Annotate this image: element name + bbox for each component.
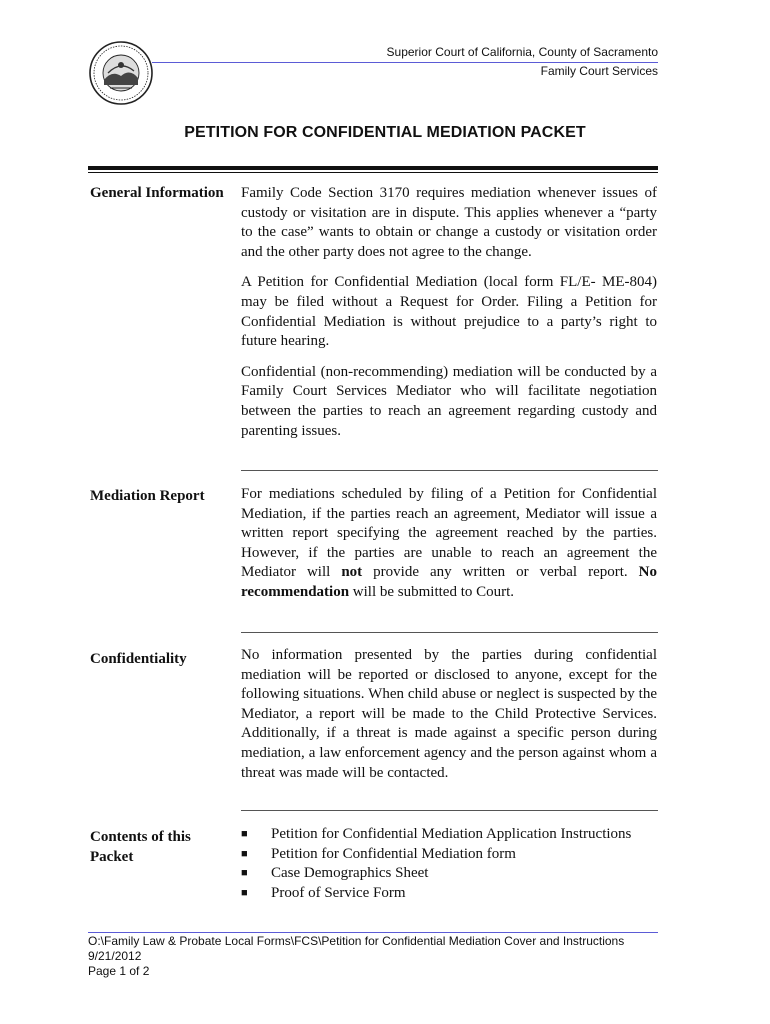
list-item [241,845,657,865]
section-divider [241,632,658,633]
section-body-contents [241,825,657,903]
general-paragraph: A Petition for Confidential Mediation (local form FL/E- ME-804) may be filed without a Request for Order. Filing a Petition for Confidential Mediation is without prejudice to a party’s right to future hearing. [241,274,657,350]
report-text: provide any written or verbal report. [362,564,639,581]
no-recommendation-emphasis: No recommendation [241,564,657,600]
footer-page-number: Page 1 of 2 [88,964,150,978]
court-name: Superior Court of California, County of Sacramento [386,45,658,59]
document-title: PETITION FOR CONFIDENTIAL MEDIATION PACKET [184,124,586,141]
section-body-mediation-report [241,485,657,614]
list-item [241,884,657,904]
bullet-icon: ■ [241,886,248,899]
report-not-emphasis: not [341,564,363,581]
header-divider [152,62,658,63]
section-divider [241,810,658,811]
title-divider-thick [88,166,658,170]
footer-divider [88,932,658,933]
section-label-mediation-report: Mediation Report [90,488,205,504]
list-item [241,825,657,845]
general-paragraph: Confidential (non-recommending) mediation will be conducted by a Family Court Services Mediator who will facilitate negotiation between the parties to reach an agreement regarding custody and parenting issues. [241,363,657,439]
section-label-confidentiality: Confidentiality [90,651,187,667]
section-label-contents: Contents of this Packet [90,829,191,865]
section-body-general-information [241,184,657,452]
section-label-general-information: General Information [90,185,224,201]
section-body-confidentiality [241,646,657,794]
general-paragraph: Family Code Section 3170 requires mediation whenever issues of custody or visitation are in dispute. This applies whenever a “party to the case” wants to obtain or change a custody or visitation order and the other party does not agree to the change. [241,185,657,260]
report-text: For mediations scheduled by filing of a Petition for Confidential Mediation, if the parties reach an agreement, Mediator will issue a written report specifying the agreement reached by the parties. However, if the parties are unable to reach an agreement the Mediator will [241,486,657,581]
bullet-icon: ■ [241,867,248,880]
footer-date: 9/21/2012 [88,949,142,963]
department-name: Family Court Services [540,64,658,78]
bullet-icon: ■ [241,847,248,860]
court-seal-icon [88,40,154,106]
title-divider-thin [88,172,658,173]
list-item [241,864,657,884]
list-item-text: Petition for Confidential Mediation form [271,845,516,862]
confidentiality-text: No information presented by the parties during confidential mediation will be reported or disclosed to anyone, except for the following situations. When child abuse or neglect is suspected by the Mediator, a report will be made to the Child Protective Services. Additionally, if a threat is made against a specific person during mediation, a law enforcement agency and the person against whom a threat was made will be contacted. [241,647,657,781]
list-item-text: Proof of Service Form [271,884,406,901]
list-item-text: Petition for Confidential Mediation Application Instructions [271,826,632,842]
report-text: will be submitted to Court. [349,583,515,600]
bullet-icon: ■ [241,828,248,840]
footer-file-path: O:\Family Law & Probate Local Forms\FCS\Petition for Confidential Mediation Cover and Instructions [88,934,625,948]
list-item-text: Case Demographics Sheet [271,865,429,882]
packet-contents-list [241,825,657,903]
section-divider [241,470,658,471]
